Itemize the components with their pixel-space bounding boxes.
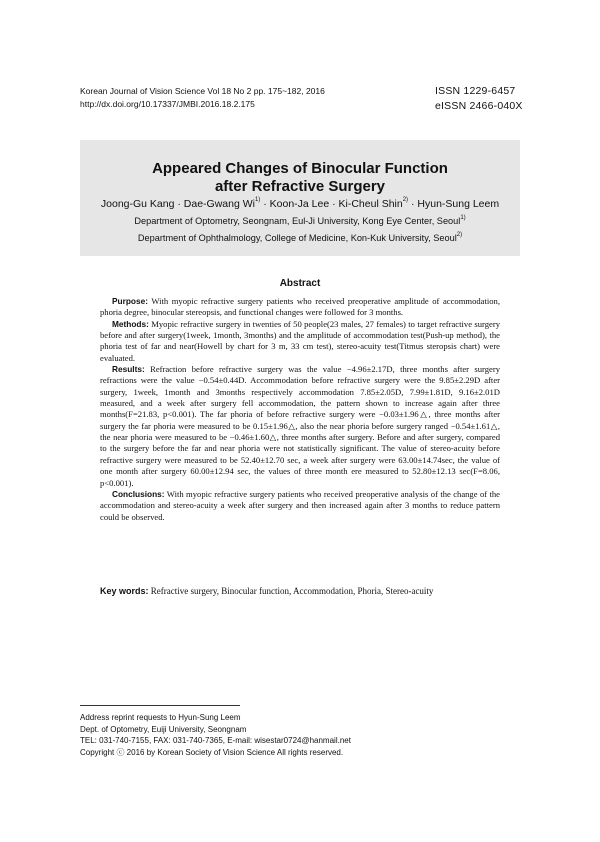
methods-label: Methods: <box>112 318 149 329</box>
affiliation-1-mark: 1) <box>460 215 466 221</box>
affiliation-1-text: Department of Optometry, Seongnam, Eul-Ji University, Kong Eye Center, Seoul <box>134 216 461 226</box>
author-affiliation-mark-2: 2) <box>402 197 409 203</box>
footer-copyright: Copyright ⓒ 2016 by Korean Society of Vision Science All rights reserved. <box>80 747 344 757</box>
doi-link[interactable]: http://dx.doi.org/10.17337/JMBI.2016.18.2.175 <box>80 99 255 109</box>
methods-text: Myopic refractive surgery in twenties of 50 people(23 males, 27 females) to target refractive surgery before and after surgery(1week, 1month, 3months) and the amplitude of accommodation test(Push-up method), the phoria test of far and near(Howell by chart for 3 m, 33 cm test), stereo-acuity test(Titmus steropsis chart) were evaluated. <box>100 318 500 363</box>
correspondence-footer <box>80 712 351 758</box>
issn-block <box>435 84 523 114</box>
keywords-text: Refractive surgery, Binocular function, Accommodation, Phoria, Stereo-acuity <box>148 586 434 596</box>
abstract-conclusions <box>100 489 500 523</box>
conclusions-label: Conclusions: <box>112 488 165 499</box>
keywords-label: Key words: <box>100 586 149 596</box>
footer-department: Dept. of Optometry, Euiji University, Seongnam <box>80 724 247 734</box>
purpose-text: With myopic refractive surgery patients who received preoperative amplitude of accommodation, phoria degree, binocular stereopsis, and functional changes were followed for 3 months. <box>100 296 500 318</box>
abstract-methods <box>100 319 500 364</box>
journal-citation-block <box>80 85 325 111</box>
author-list <box>80 197 520 211</box>
results-label: Results: <box>112 364 145 375</box>
journal-citation: Korean Journal of Vision Science Vol 18 No 2 pp. 175~182, 2016 <box>80 86 325 96</box>
affiliation-2-mark: 2) <box>456 232 463 238</box>
footer-contact: TEL: 031-740-7155, FAX: 031-740-7365, E-mail: wisestar0724@hanmail.net <box>80 736 351 746</box>
paper-title <box>80 160 520 196</box>
abstract-body <box>100 296 500 523</box>
eissn: eISSN 2466-040X <box>435 100 523 112</box>
author-segment-1: Joong-Gu Kang · Dae-Gwang Wi <box>100 198 255 210</box>
abstract-results <box>100 364 500 489</box>
footer-reprint: Address reprint requests to Hyun-Sung Leem <box>80 713 241 722</box>
footnote-divider <box>80 705 240 706</box>
paper-title-line1: Appeared Changes of Binocular Function <box>152 160 448 177</box>
conclusions-text: With myopic refractive surgery patients who received preoperative analysis of the change of the accommodation and stereo-acuity a week after surgery and then increased again after 3 months to reduce pattern could be observed. <box>100 488 500 522</box>
keywords <box>100 586 520 596</box>
affiliation-1 <box>80 215 520 227</box>
issn: ISSN 1229-6457 <box>435 85 516 97</box>
abstract-heading: Abstract <box>279 278 321 289</box>
abstract-purpose <box>100 296 500 319</box>
results-text: Refraction before refractive surgery was the value −4.96±2.17D, three months after surgery refractions were the value −0.54±0.44D. Accommodation before refractive surgery were the 9.85±2.29D after surgery, 1week, 1month and 3months respectively accommodation 7.85±2.05D, 7.99±1.81D, 9.16±2.01D measured, and a week after surgery fell accommodation, the pattern shown to increase again after three months(F=21.83, p<0.001). The far phoria of before refractive surgery were −0.03±1.96△, three months after surgery the far phoria were measured to be 0.15±1.96△, also the near phoria before surgery ranged −0.54±1.61△, the near phoria were measured to be −0.46±1.60△, three months after surgery. Before and after surgery, compared to the surgery before the far and near phoria were not statistically significant. The value of stereo-acuity before refractive surgery were measured to be 52.40±12.70 sec, a week after surgery were 63.00±14.74sec, the value of one month after surgery 60.00±12.94 sec, the values of three month ere measured to 52.80±12.13 sec(F=8.06, p<0.001). <box>100 364 500 488</box>
affiliation-2 <box>80 232 520 244</box>
paper-title-line2: after Refractive Surgery <box>214 178 386 195</box>
author-segment-3: · Hyun-Sung Leem <box>408 198 500 210</box>
affiliation-2-text: Department of Ophthalmology, College of Medicine, Kon-Kuk University, Seoul <box>137 233 457 243</box>
author-segment-2: · Koon-Ja Lee · Ki-Cheul Shin <box>260 198 403 210</box>
purpose-label: Purpose: <box>112 296 148 306</box>
author-affiliation-mark-1: 1) <box>254 197 261 203</box>
